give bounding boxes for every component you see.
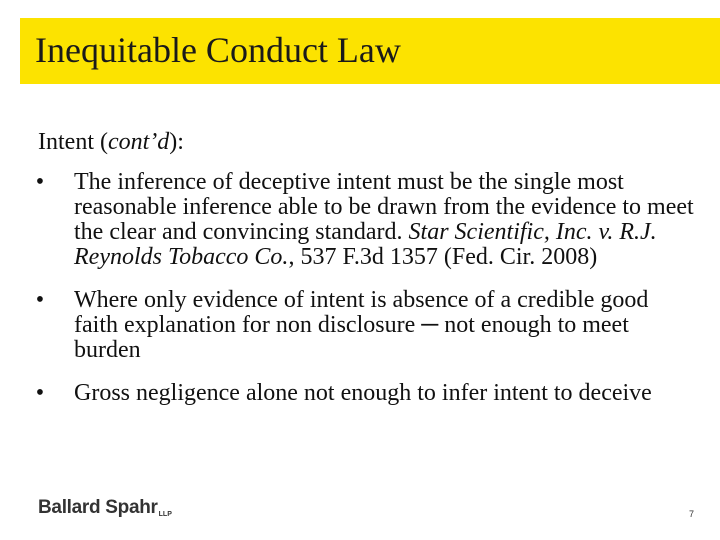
bullet-marker: • — [35, 169, 45, 195]
logo-text: Ballard Spahr — [38, 497, 158, 518]
slide-content — [35, 129, 698, 424]
bullet-item — [35, 287, 698, 363]
ballard-spahr-logo — [38, 497, 172, 519]
case-name: Star Scientific, Inc. v. R.J. Reynolds Tobacco Co. — [74, 219, 657, 270]
bullet-text: Where only evidence of intent is absence of a credible good faith explanation for non disclosure ─ not enough to meet burden — [74, 287, 649, 363]
bullet-item — [35, 380, 698, 406]
bullet-marker: • — [35, 380, 45, 406]
intro-label: Intent ( — [38, 129, 108, 155]
bullet-text: The inference of deceptive intent must be the single most reasonable inference able to be drawn from the evidence to meet the clear and convincing standard. — [74, 169, 694, 245]
page-number: 7 — [688, 509, 694, 519]
bullet-text: Gross negligence alone not enough to infer intent to deceive — [74, 380, 652, 406]
logo-llp: LLP — [158, 511, 172, 518]
intro-suffix: ): — [169, 129, 184, 155]
bullet-item — [35, 169, 698, 270]
intro-heading — [38, 130, 698, 155]
intro-italic: cont’d — [107, 129, 170, 155]
slide-title: Inequitable Conduct Law — [35, 30, 401, 70]
title-bar — [20, 18, 720, 84]
case-citation: , 537 F.3d 1357 (Fed. Cir. 2008) — [288, 244, 598, 270]
bullet-marker: • — [35, 287, 45, 313]
